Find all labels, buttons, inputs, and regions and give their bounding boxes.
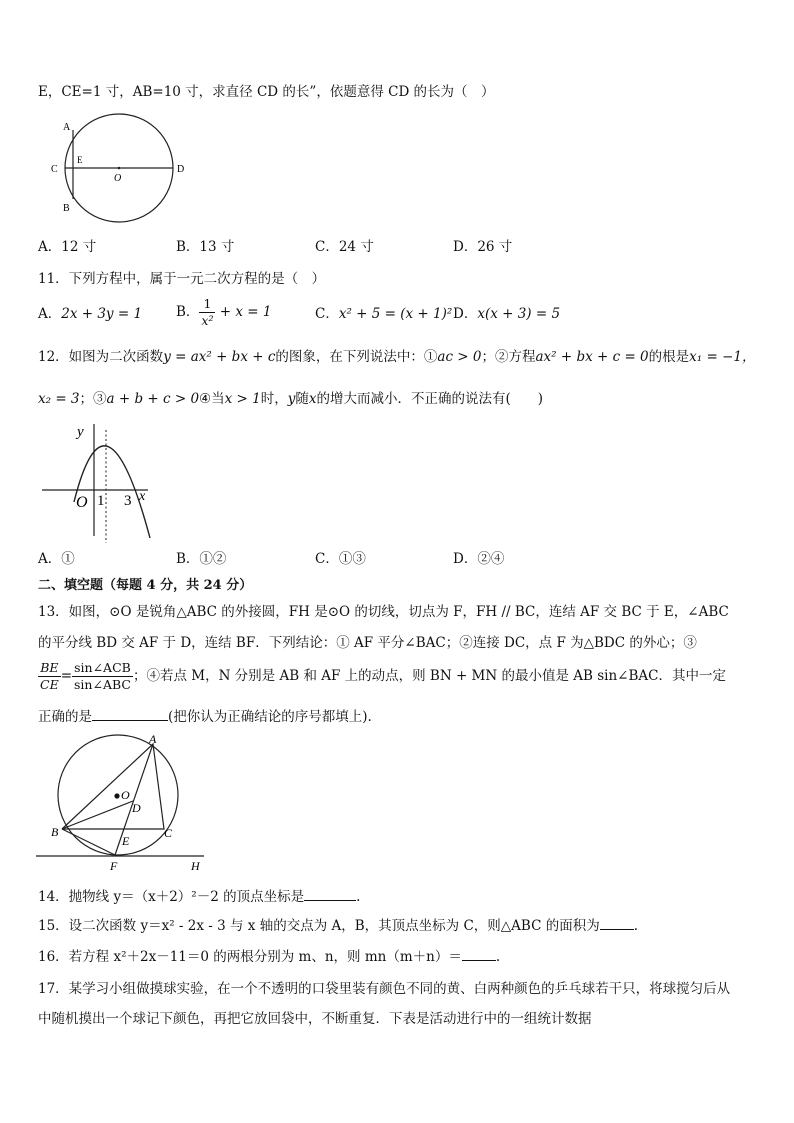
q11-option-b-rest: + x = 1 bbox=[219, 304, 272, 320]
q10-option-c-letter: C． bbox=[315, 239, 339, 255]
q12-option-d bbox=[453, 550, 504, 568]
section-2-heading: 二、填空题（每题 4 分，共 24 分） bbox=[38, 578, 253, 593]
q15-line bbox=[38, 915, 638, 935]
q12-option-b bbox=[176, 550, 226, 568]
q11-option-d-text: x(x + 3) = 5 bbox=[477, 306, 561, 322]
q12-l1-ac: ac > 0 bbox=[437, 349, 482, 365]
q10-option-b bbox=[176, 238, 234, 256]
q13-label-h: H bbox=[191, 859, 200, 873]
q12-l1-root1: x₁ = −1， bbox=[689, 349, 756, 365]
q13-line-4-a: 正确的是 bbox=[38, 709, 92, 725]
q14-line bbox=[38, 886, 360, 906]
q12-line-2 bbox=[38, 390, 543, 408]
q10-option-a bbox=[38, 238, 96, 256]
q13-frac1-den: CE bbox=[40, 677, 59, 692]
q13-line-4 bbox=[38, 706, 372, 726]
q13-line-1: 13．如图，⊙O 是锐角△ABC 的外接圆，FH 是⊙O 的切线，切点为 F，FH // BC，连结 AF 交 BC 于 E，∠ABC bbox=[38, 604, 729, 620]
q12-line-1 bbox=[38, 348, 755, 366]
q12-option-b-letter: B． bbox=[176, 551, 200, 567]
q12-l1-equation: ax² + bx + c = 0 bbox=[535, 349, 649, 365]
q13-line-4-b: (把你认为正确结论的序号都填上). bbox=[168, 709, 372, 725]
q13-label-f: F bbox=[110, 859, 118, 873]
q10-option-a-letter: A． bbox=[38, 239, 62, 255]
q10-label-b: B bbox=[63, 203, 70, 214]
q10-stem: E，CE=1 寸，AB=10 寸，求直径 CD 的长”，依题意得 CD 的长为（ ） bbox=[38, 84, 495, 100]
q17-line-1: 17．某学习小组做摸球实验，在一个不透明的口袋里装有颜色不同的黄、白两种颜色的乒乓球若干只，将球搅匀后从 bbox=[38, 981, 731, 997]
q13-label-c: C bbox=[164, 826, 173, 840]
q10-option-c-text: 24 寸 bbox=[338, 239, 374, 255]
q11-option-b-fraction bbox=[199, 296, 215, 329]
q13-circle-figure bbox=[36, 733, 211, 875]
q10-option-d bbox=[453, 238, 512, 256]
q12-l1-func: y = ax² + bx + c bbox=[163, 349, 276, 365]
q12-label-1: 1 bbox=[97, 493, 105, 509]
q12-l2-abc: a + b + c > 0 bbox=[106, 391, 200, 407]
q12-label-x: x bbox=[139, 489, 146, 504]
q12-option-c-text: ①③ bbox=[338, 551, 366, 567]
q12-option-a-letter: A． bbox=[38, 551, 62, 567]
q11-option-c bbox=[315, 305, 452, 323]
q10-option-b-letter: B． bbox=[176, 239, 200, 255]
q11-option-d bbox=[453, 305, 560, 323]
q10-label-e: E bbox=[77, 155, 83, 165]
q16-text: 16．若方程 x²＋2x－11＝0 的两根分别为 m、n，则 mn（m＋n）＝ bbox=[38, 949, 462, 965]
q12-l1-c: 的图象，在下列说法中：① bbox=[275, 349, 438, 365]
q15-answer-blank[interactable] bbox=[600, 915, 634, 930]
q12-l2-x: x bbox=[308, 391, 317, 407]
q11-option-b-letter: B． bbox=[176, 304, 200, 320]
q13-line-3-rest: ；④若点 M，N 分别是 AB 和 AF 上的动点，则 BN + MN 的最小值是 AB sin∠BAC．其中一定 bbox=[132, 668, 726, 684]
q10-label-a: A bbox=[63, 122, 71, 133]
q12-option-c-letter: C． bbox=[315, 551, 339, 567]
q14-period: . bbox=[356, 889, 361, 905]
q12-option-d-letter: D． bbox=[453, 551, 478, 567]
q13-frac2-num: sin∠ACB bbox=[72, 660, 133, 677]
q14-answer-blank[interactable] bbox=[304, 886, 356, 901]
q10-label-d: D bbox=[177, 164, 185, 175]
q11-option-b-denominator: x² bbox=[201, 313, 214, 328]
q11-option-b-numerator: 1 bbox=[199, 296, 215, 313]
q12-option-d-text: ②④ bbox=[477, 551, 505, 567]
q11-option-a-letter: A． bbox=[38, 306, 62, 322]
q11-option-d-letter: D． bbox=[453, 306, 478, 322]
q11-option-a-text: 2x + 3y = 1 bbox=[61, 306, 143, 322]
q12-option-b-text: ①② bbox=[199, 551, 227, 567]
q11-option-c-letter: C． bbox=[315, 306, 339, 322]
q13-label-a: A bbox=[149, 733, 157, 746]
q10-label-c: C bbox=[51, 164, 58, 175]
q13-label-o: O bbox=[121, 788, 130, 802]
q11-stem: 11．下列方程中，属于一元二次方程的是（ ） bbox=[38, 271, 326, 287]
q12-l2-root2: x₂ = 3 bbox=[38, 391, 80, 407]
q12-l1-e: ；②方程 bbox=[481, 349, 536, 365]
q10-option-c bbox=[315, 238, 374, 256]
q10-circle-figure bbox=[44, 108, 194, 228]
q12-l1-a: 12．如图为二次函数 bbox=[38, 349, 164, 365]
q13-label-d: D bbox=[132, 801, 141, 815]
q11-option-c-text: x² + 5 = (x + 1)² bbox=[338, 306, 453, 322]
q11-option-b bbox=[176, 296, 271, 329]
q12-option-a bbox=[38, 550, 75, 568]
q12-label-3: 3 bbox=[124, 493, 132, 509]
q12-l2-f: 时， bbox=[260, 391, 288, 407]
q12-label-o: O bbox=[76, 494, 88, 511]
q13-segment-bf bbox=[62, 829, 115, 855]
q12-l2-b: ；③ bbox=[79, 391, 107, 407]
q10-option-d-letter: D． bbox=[453, 239, 478, 255]
q15-period: . bbox=[633, 918, 638, 934]
q12-l2-d: ④当 bbox=[199, 391, 225, 407]
q10-label-o: O bbox=[114, 173, 122, 184]
q13-answer-blank[interactable] bbox=[92, 706, 168, 721]
q12-l2-x-gt-1: x > 1 bbox=[224, 391, 261, 407]
q14-text: 14．抛物线 y＝（x＋2）²－2 的顶点坐标是 bbox=[38, 889, 305, 905]
q12-l1-g: 的根是 bbox=[648, 349, 690, 365]
q16-period: . bbox=[495, 949, 501, 965]
q12-l2-j: 的增大而减小．不正确的说法有( ) bbox=[316, 391, 544, 407]
q16-line bbox=[38, 946, 500, 966]
q13-line-2: 的平分线 BD 交 AF 于 D，连结 BF．下列结论：① AF 平分∠BAC；②连接 DC，点 F 为△BDC 的外心；③ bbox=[38, 635, 697, 651]
q10-option-b-text: 13 寸 bbox=[199, 239, 235, 255]
q13-frac2-den: sin∠ABC bbox=[74, 677, 131, 692]
q12-l2-y: y bbox=[287, 391, 296, 407]
q13-frac1-num: BE bbox=[38, 660, 61, 677]
q13-label-e: E bbox=[122, 834, 130, 848]
q16-answer-blank[interactable] bbox=[462, 946, 496, 961]
q13-center-dot bbox=[114, 793, 119, 798]
q13-fraction-sin bbox=[72, 660, 133, 693]
q13-segment-bd bbox=[62, 801, 133, 829]
q17-line-2: 中随机摸出一个球记下颜色，再把它放回袋中，不断重复．下表是活动进行中的一组统计数据 bbox=[38, 1011, 592, 1027]
q12-label-y: y bbox=[77, 424, 84, 440]
q12-l2-h: 随 bbox=[295, 391, 309, 407]
q13-line-3 bbox=[38, 660, 726, 693]
q10-option-a-text: 12 寸 bbox=[61, 239, 97, 255]
q13-fraction-be-ce bbox=[38, 660, 61, 693]
q13-equals: = bbox=[60, 668, 73, 684]
q12-option-a-text: ① bbox=[61, 551, 75, 567]
q13-label-b: B bbox=[51, 825, 59, 839]
q12-option-c bbox=[315, 550, 366, 568]
q10-center-dot bbox=[118, 167, 121, 170]
q12-parabola-figure bbox=[40, 418, 160, 543]
q11-option-a bbox=[38, 305, 142, 323]
q15-text: 15．设二次函数 y＝x² - 2x - 3 与 x 轴的交点为 A，B，其顶点坐标为 C，则△ABC 的面积为 bbox=[38, 918, 600, 934]
q10-option-d-text: 26 寸 bbox=[477, 239, 513, 255]
